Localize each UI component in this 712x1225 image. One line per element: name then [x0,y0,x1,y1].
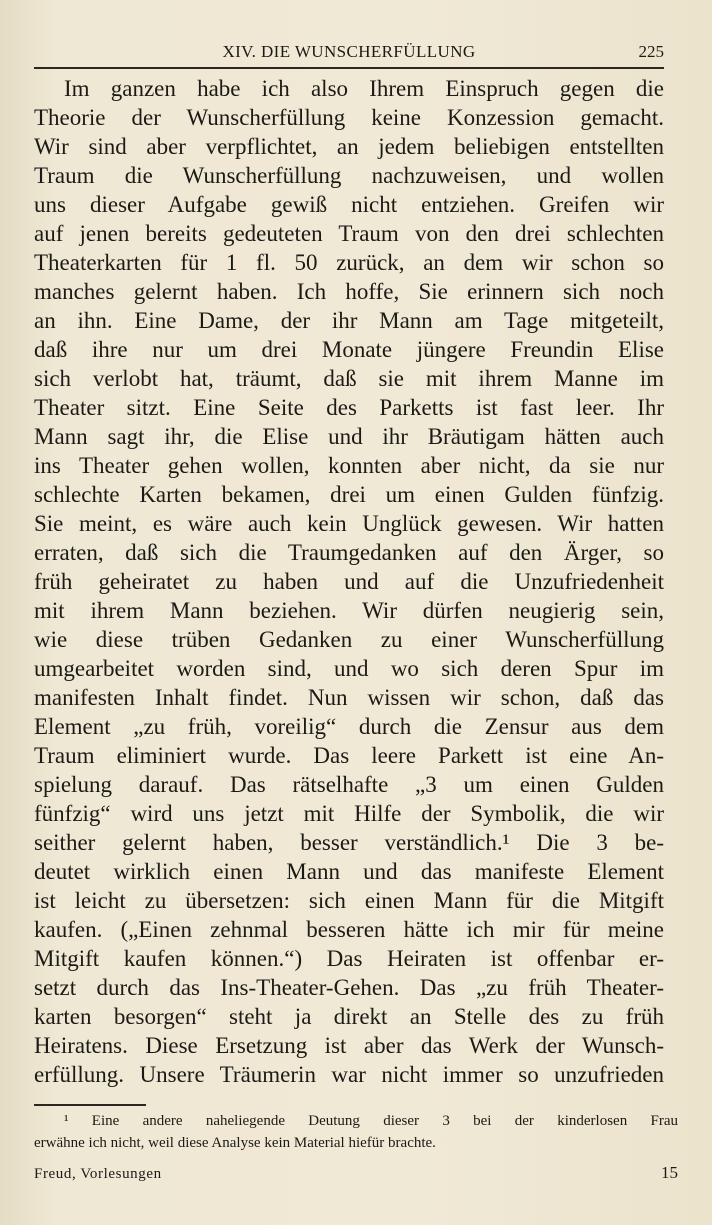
text-line: setzt durch das Ins-Theater-Gehen. Das „zu früh Theater- [34,975,664,1000]
sheet-number: 15 [661,1163,678,1182]
text-line: ins Theater gehen wollen, konnten aber nicht, da sie nur [34,453,664,478]
text-line: manches gelernt haben. Ich hoffe, Sie erinnern sich noch [34,279,664,304]
running-head [34,40,664,66]
text-line: mit ihrem Mann beziehen. Wir dürfen neugierig sein, [34,598,664,623]
text-line: spielung darauf. Das rätselhafte „3 um einen Gulden [34,772,664,797]
text-line: an ihn. Eine Dame, der ihr Mann am Tage mitgeteilt, [34,308,664,333]
body-text [34,74,664,1089]
printer-signature: Freud, Vorlesungen [34,1166,162,1182]
text-line: seither gelernt haben, besser verständlich.¹ Die 3 be- [34,830,664,855]
footnote-rule [34,1104,146,1106]
text-line: Traum eliminiert wurde. Das leere Parkett ist eine An- [34,743,664,768]
text-line: ist leicht zu übersetzen: sich einen Mann für die Mitgift [34,888,664,913]
text-line: schlechte Karten bekamen, drei um einen Gulden fünfzig. [34,482,664,507]
text-line: erraten, daß sich die Traumgedanken auf den Ärger, so [34,540,664,565]
text-line: Mitgift kaufen können.“) Das Heiraten ist offenbar er- [34,946,664,971]
header-rule [34,67,664,69]
footnote-line: ¹ Eine andere naheliegende Deutung dieser 3 bei der kinderlosen Frau [64,1113,678,1129]
footnote-line: erwähne ich nicht, weil diese Analyse kein Material hiefür brachte. [34,1135,436,1151]
text-line: Im ganzen habe ich also Ihrem Einspruch gegen die [64,76,664,101]
text-line: wie diese trüben Gedanken zu einer Wunscherfüllung [34,627,664,652]
text-line: sich verlobt hat, träumt, daß sie mit ihrem Manne im [34,366,664,391]
text-line: Element „zu früh, voreilig“ durch die Zensur aus dem [34,714,664,739]
text-line: früh geheiratet zu haben und auf die Unzufriedenheit [34,569,664,594]
text-line: erfüllung. Unsere Träumerin war nicht immer so unzufrieden [34,1062,664,1087]
text-line: Traum die Wunscherfüllung nachzuweisen, und wollen [34,163,664,188]
page-number: 225 [638,42,664,61]
text-line: kaufen. („Einen zehnmal besseren hätte ich mir für meine [34,917,664,942]
text-line: karten besorgen“ steht ja direkt an Stelle des zu früh [34,1004,664,1029]
running-title: XIV. DIE WUNSCHERFÜLLUNG [222,42,476,61]
text-line: uns dieser Aufgabe gewiß nicht entziehen. Greifen wir [34,192,664,217]
text-line: manifesten Inhalt findet. Nun wissen wir schon, daß das [34,685,664,710]
text-line: fünfzig“ wird uns jetzt mit Hilfe der Symbolik, die wir [34,801,664,826]
text-line: auf jenen bereits gedeuteten Traum von den drei schlechten [34,221,664,246]
text-line: Mann sagt ihr, die Elise und ihr Bräutigam hätten auch [34,424,664,449]
text-line: Wir sind aber verpflichtet, an jedem beliebigen entstellten [34,134,664,159]
text-line: Heiratens. Diese Ersetzung ist aber das Werk der Wunsch- [34,1033,664,1058]
text-line: Theorie der Wunscherfüllung keine Konzession gemacht. [34,105,664,130]
text-line: Theater sitzt. Eine Seite des Parketts ist fast leer. Ihr [34,395,664,420]
text-line: Sie meint, es wäre auch kein Unglück gewesen. Wir hatten [34,511,664,536]
text-line: daß ihre nur um drei Monate jüngere Freundin Elise [34,337,664,362]
text-line: deutet wirklich einen Mann und das manifeste Element [34,859,664,884]
text-line: umgearbeitet worden sind, und wo sich deren Spur im [34,656,664,681]
footnote [34,1110,678,1154]
text-line: Theaterkarten für 1 fl. 50 zurück, an dem wir schon so [34,250,664,275]
